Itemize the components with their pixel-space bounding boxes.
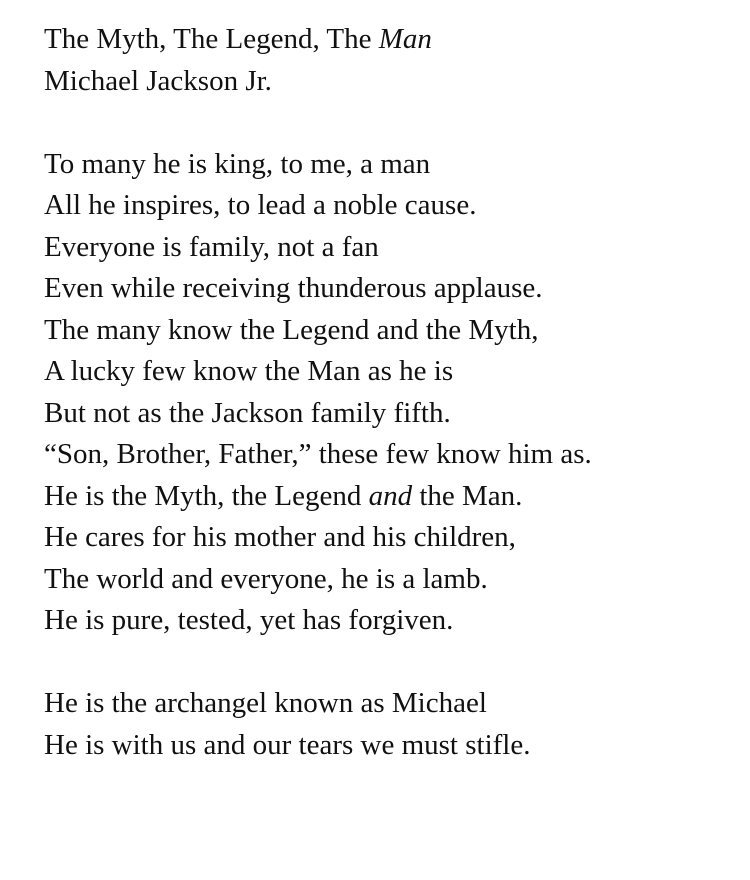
poem-line: A lucky few know the Man as he is xyxy=(44,355,454,387)
stanza-spacer xyxy=(44,642,750,684)
stanza-2 xyxy=(44,683,750,766)
poem-line: But not as the Jackson family fifth. xyxy=(44,396,451,429)
poem-line: He is with us and our tears we must stifle. xyxy=(44,728,531,761)
stanza-spacer xyxy=(44,102,750,144)
poem-line: To many he is king, to me, a man xyxy=(44,147,431,180)
poem-header xyxy=(44,19,750,102)
poem-line: All he inspires, to lead a noble cause. xyxy=(44,189,477,221)
poem-line: He cares for his mother and his children, xyxy=(44,521,516,553)
poem-title-emphasis: Man xyxy=(378,23,432,55)
poem-line: Everyone is family, not a fan xyxy=(44,230,379,263)
poem-title-text: The Myth, The Legend, The xyxy=(44,23,379,55)
poem-line: The world and everyone, he is a lamb. xyxy=(44,562,488,595)
poem-line-text: the Man. xyxy=(412,479,523,512)
poem-line xyxy=(44,476,750,518)
poem-line: Even while receiving thunderous applause. xyxy=(44,272,543,304)
poem-line: He is the archangel known as Michael xyxy=(44,687,487,719)
poem-line: He is pure, tested, yet has forgiven. xyxy=(44,604,454,636)
poem-author: Michael Jackson Jr. xyxy=(44,64,272,97)
poem-line: The many know the Legend and the Myth, xyxy=(44,313,539,346)
poem-line: “Son, Brother, Father,” these few know him as. xyxy=(44,438,592,470)
stanza-1 xyxy=(44,144,750,642)
poem-line-text: He is the Myth, the Legend xyxy=(44,479,369,512)
poem-title xyxy=(44,19,750,61)
poem-line-emphasis: and xyxy=(368,479,413,512)
